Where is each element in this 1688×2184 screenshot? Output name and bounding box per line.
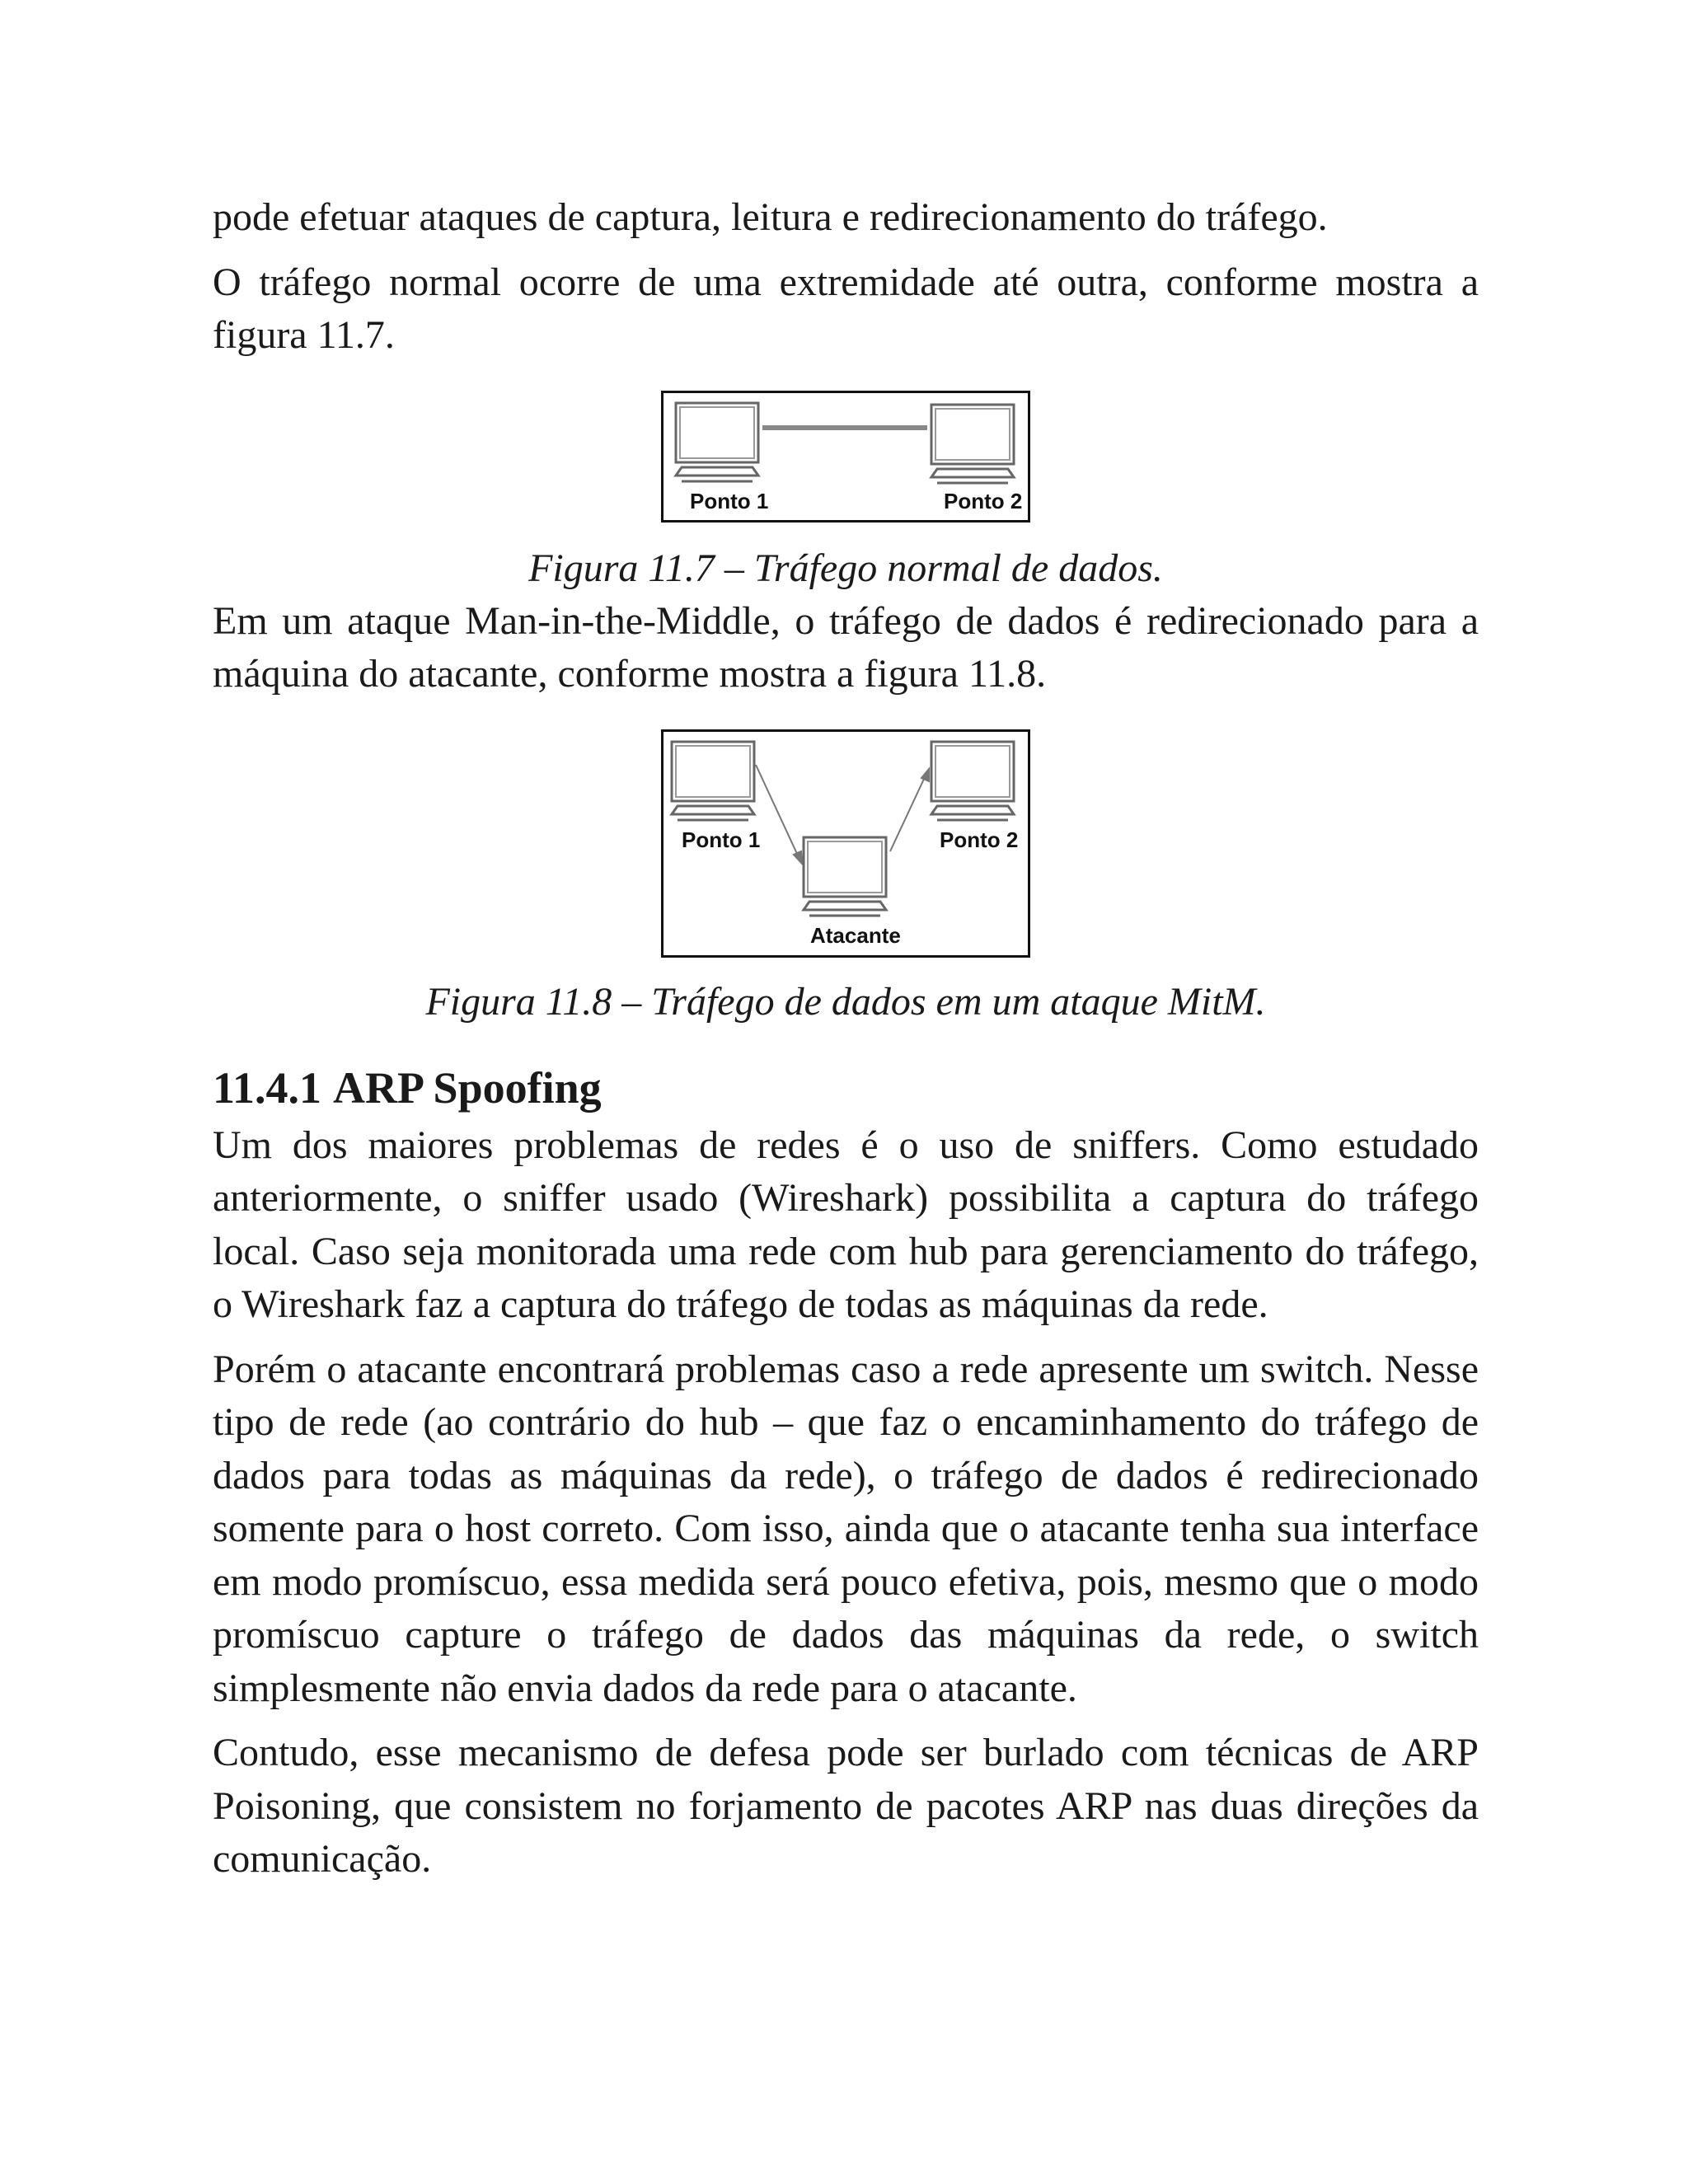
section-heading <box>213 1060 1479 1116</box>
arrow-icon <box>756 765 802 864</box>
network-diagram-normal <box>663 393 1028 520</box>
node-label: Ponto 1 <box>690 488 769 513</box>
node-label: Ponto 1 <box>682 827 761 852</box>
figure-mitm-traffic <box>661 729 1030 958</box>
figure-caption: Figura 11.7 – Tráfego normal de dados. <box>528 546 1163 590</box>
computer-icon <box>931 405 1014 483</box>
computer-icon <box>676 403 758 481</box>
paragraph: Porém o atacante encontrará problemas caso a rede apresente um switch. Nesse tipo de rede (ao contrário do hub – que faz o encaminhamento do tráfego de dados para todas as máquinas da rede), o tráfego de dados é redirecionado somente para o host correto. Com isso, ainda que o atacante tenha sua interface em modo promíscuo, essa medida será pouco efetiva, pois, mesmo que o modo promíscuo capture o tráfego de dados das máquinas da rede, o switch simplesmente não envia dados da rede para o atacante. <box>213 1347 1479 1710</box>
node-label: Ponto 2 <box>944 488 1023 513</box>
computer-icon <box>804 837 886 916</box>
section-title: ARP Spoofing <box>333 1062 602 1113</box>
section-number: 11.4.1 <box>213 1062 322 1113</box>
computer-icon <box>931 742 1014 820</box>
computer-icon <box>672 742 754 820</box>
paragraph: Contudo, esse mecanismo de defesa pode ser burlado com técnicas de ARP Poisoning, que consistem no forjamento de pacotes ARP nas duas direções da comunicação. <box>213 1731 1479 1881</box>
network-diagram-mitm <box>663 732 1028 955</box>
document-page <box>213 191 1479 1886</box>
arrow-icon <box>890 769 929 851</box>
node-label: Ponto 2 <box>940 827 1019 852</box>
figure-caption: Figura 11.8 – Tráfego de dados em um ataque MitM. <box>425 979 1266 1024</box>
paragraph: Um dos maiores problemas de redes é o uso de sniffers. Como estudado anteriormente, o sniffer usado (Wireshark) possibilita a captura do tráfego local. Caso seja monitorada uma rede com hub para gerenciamento do tráfego, o Wireshark faz a captura do tráfego de todas as máquinas da rede. <box>213 1122 1479 1326</box>
paragraph: pode efetuar ataques de captura, leitura e redirecionamento do tráfego. <box>213 195 1328 239</box>
figure-normal-traffic <box>661 391 1030 523</box>
paragraph: Em um ataque Man-in-the-Middle, o tráfego de dados é redirecionado para a máquina do atacante, conforme mostra a figura 11.8. <box>213 598 1479 696</box>
paragraph: O tráfego normal ocorre de uma extremidade até outra, conforme mostra a figura 11.7. <box>213 260 1479 357</box>
node-label: Atacante <box>810 922 901 948</box>
